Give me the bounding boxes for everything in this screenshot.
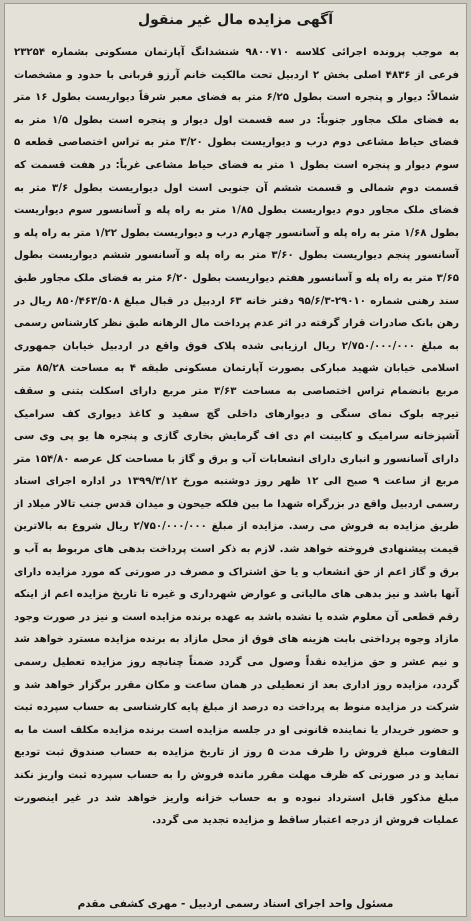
notice-body: به موجب پرونده اجرائی کلاسه ۹۸۰۰۷۱۰ شنشدانگ آپارتمان مسکونی بشماره ۲۳۲۵۴ فرعی از ۴۸۳۶ اصلی بخش ۲ اردبیل تحت مالکیت خانم آرزو قربانی با حدود و مشخصات شمالاً: دیوار و پنجره است بطول ۶/۲۵ متر به فضای معبر شرقاً دیواریست بطول ۱۶ متر به فضای ملک مجاور جنوباً: در سه قسمت اول دیوار و پنجره است بطول ۱/۵ متر به فضای حیاط مشاعی دوم درب و دیواریست بطول ۳/۲۰ متر به تراس اختصاصی قطعه ۵ سوم دیوار و پنجره است بطول ۱ متر به فضای حیاط مشاعی غرباً: در هفت قسمت که قسمت دوم شمالی و قسمت ششم آن جنوبی است اول دیواریست بطول ۳/۶ متر به فضای ملک مجاور دوم دیواریست بطول ۱/۸۵ متر به راه پله و آسانسور سوم دیواریست بطول ۱/۶۸ متر به راه پله و آسانسور چهارم درب و دیواریست بطول ۱/۲۲ متر به راه پله و آسانسور پنجم دیواریست بطول ۳/۶۰ متر به راه پله و آسانسور ششم دیواریست بطول ۳/۶۵ متر به راه پله و آسانسور هفتم دیواریست بطول ۶/۲۰ متر به فضای ملک مجاور طبق سند رهنی شماره ۲۹۰۱۰-۹۵/۶/۳ دفتر خانه ۶۳ اردبیل در قبال مبلغ ۸۵۰/۴۶۳/۵۰۸ ریال در رهن بانک صادرات قرار گرفته در اثر عدم پرداخت مال الرهانه طبق نظر کارشناس رسمی به مبلغ ۲/۷۵۰/۰۰۰/۰۰۰ ریال ارزیابی شده پلاک فوق واقع در اردبیل خیابان جمهوری اسلامی خیابان شهید مبارکی بصورت آپارتمان مسکونی طبقه ۴ به مساحت ۸۵/۲۸ متر مربع بانضمام تراس اختصاصی به مساحت ۳/۶۳ متر مربع دارای اسکلت بتنی و سقف تیرچه بلوک نمای سنگی و دیوارهای داخلی گچ سفید و کاغذ دیواری کف سرامیک آشپزخانه سرامیک و کابینت ام دی اف گرمایش بخاری گازی و پنجره ها یو پی وی سی دارای آسانسور و انباری دارای انشعابات آب و برق و گاز با مساحت کل عرصه ۱۵۴/۸۰ متر مربع از ساعت ۹ صبح الی ۱۲ ظهر روز دوشنبه مورخ ۱۳۹۹/۳/۱۲ در اداره اجرای اسناد رسمی اردبیل واقع در بزرگراه شهدا ما بین فلکه جیحون و میدان قدس جنب تالار میلاد از طریق مزایده به فروش می رسد. مزایده از مبلغ ۲/۷۵۰/۰۰۰/۰۰۰ ریال شروع به بالاترین قیمت پیشنهادی فروخته خواهد شد. لازم به ذکر است پرداخت بدهی های مربوط به آب و برق و گاز اعم از حق انشعاب و یا حق اشتراک و مصرف در صورتی که مورد مزایده دارای آنها باشد و نیز بدهی های مالیاتی و عوارض شهرداری و غیره تا تاریخ مزایده اعم از اینکه رقم قطعی آن معلوم شده یا نشده باشد به عهده برنده مزایده است و نیز در صورت وجود مازاد وجوه پرداختی بابت هزینه های فوق از محل مازاد به برنده مزایده مسترد خواهد شد و نیم عشر و حق مزایده نقداً وصول می گردد ضمناً چنانچه روز مزایده تعطیل رسمی گردد، مزایده روز اداری بعد از تعطیلی در همان ساعت و مکان مقرر برگزار خواهد شد و شرکت در مزایده منوط به پرداخت ده درصد از مبلغ پایه کارشناسی به حساب سپرده ثبت و حضور خریدار یا نماینده قانونی او در جلسه مزایده است برنده مزایده مکلف است ما به التفاوت مبلغ فروش را ظرف مدت ۵ روز از تاریخ مزایده به حساب صندوق ثبت تودیع نماید و در صورتی که ظرف مهلت مقرر مانده فروش را به حساب سپرده ثبت واریز نکند مبلغ مذکور قابل استرداد نبوده و به حساب خزانه واریز خواهد شد در غیر اینصورت عملیات فروش از درجه اعتبار ساقط و مزایده تجدید می گردد. [14, 47, 460, 827]
notice-signature: مسئول واحد اجرای اسناد رسمی اردبیل - مهری کشفی مقدم [77, 898, 394, 910]
newspaper-notice [4, 3, 467, 917]
notice-title: آگهی مزایده مال غیر منقول [137, 12, 334, 28]
